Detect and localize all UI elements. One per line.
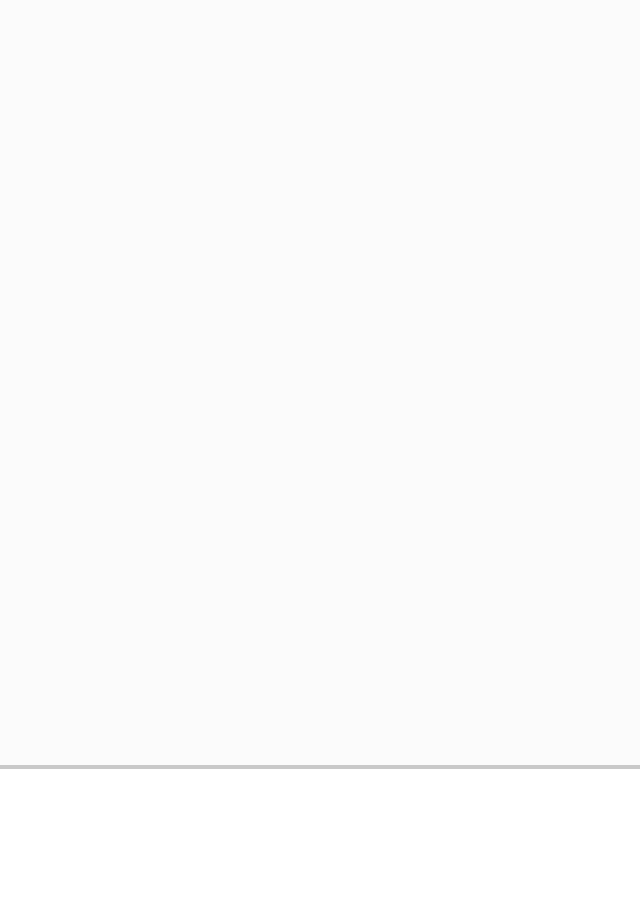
document-body <box>94 47 602 67</box>
scan-edge <box>0 765 640 769</box>
